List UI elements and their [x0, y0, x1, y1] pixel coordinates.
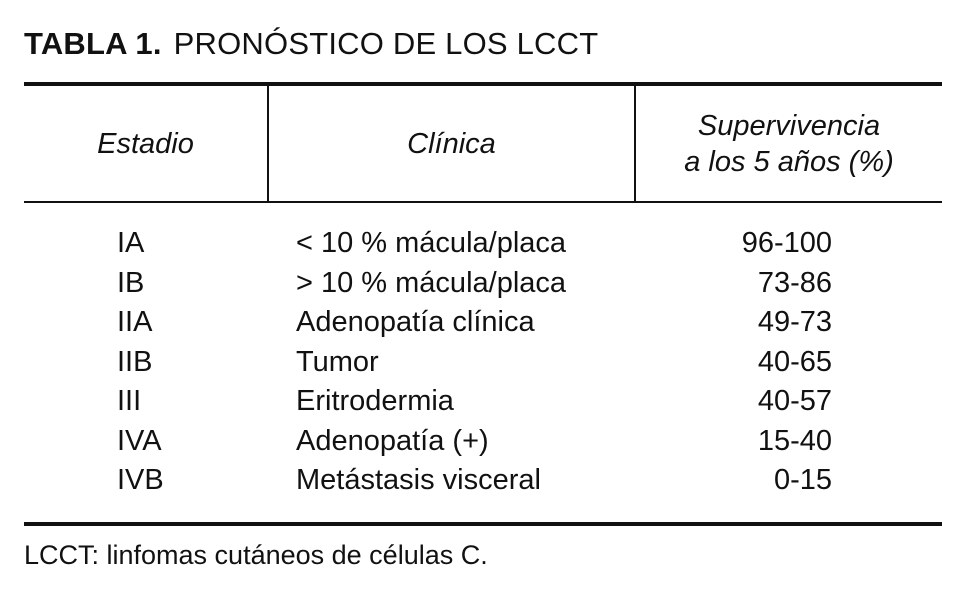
clinical-cell: Metástasis visceral	[296, 464, 541, 496]
table-title-text: PRONÓSTICO DE LOS LCCT	[173, 26, 599, 61]
bottom-rule	[24, 522, 942, 526]
table-label: TABLA 1.	[24, 26, 162, 61]
table-title	[24, 26, 598, 62]
survival-cell: 49-73	[757, 306, 832, 338]
table-row	[0, 343, 972, 383]
clinical-cell: Adenopatía clínica	[296, 306, 535, 338]
survival-cell: 96-100	[741, 227, 832, 259]
table-row	[0, 422, 972, 462]
table-row	[0, 224, 972, 264]
header-survival-line1: Supervivencia	[697, 110, 881, 142]
table-row	[0, 264, 972, 304]
stage-cell: IVA	[117, 424, 162, 457]
clinical-cell: Eritrodermia	[296, 385, 454, 417]
header-rule	[24, 201, 942, 203]
clinical-cell: Adenopatía (+)	[296, 424, 489, 457]
header-survival-line2: a los 5 años (%)	[684, 146, 894, 178]
survival-cell: 40-57	[757, 385, 832, 417]
stage-cell: IVB	[117, 464, 164, 496]
clinical-cell: > 10 % mácula/placa	[296, 266, 567, 299]
table-body	[0, 224, 972, 501]
stage-cell: IIA	[117, 306, 153, 338]
header-clinical: Clínica	[407, 128, 496, 160]
survival-cell: 40-65	[757, 345, 832, 378]
table-footnote: LCCT: linfomas cutáneos de células C.	[24, 540, 488, 570]
survival-cell: 15-40	[757, 424, 832, 457]
clinical-cell: < 10 % mácula/placa	[296, 227, 567, 259]
survival-cell: 0-15	[773, 464, 832, 496]
clinical-cell: Tumor	[296, 345, 379, 378]
table-row	[0, 303, 972, 343]
stage-cell: IIB	[117, 345, 153, 378]
table-row	[0, 382, 972, 422]
survival-cell: 73-86	[757, 266, 832, 299]
header-stage: Estadio	[97, 128, 194, 160]
stage-cell: IA	[117, 227, 145, 259]
header-survival	[636, 86, 942, 202]
stage-cell: IB	[117, 266, 145, 299]
stage-cell: III	[117, 385, 142, 417]
table-row	[0, 461, 972, 501]
